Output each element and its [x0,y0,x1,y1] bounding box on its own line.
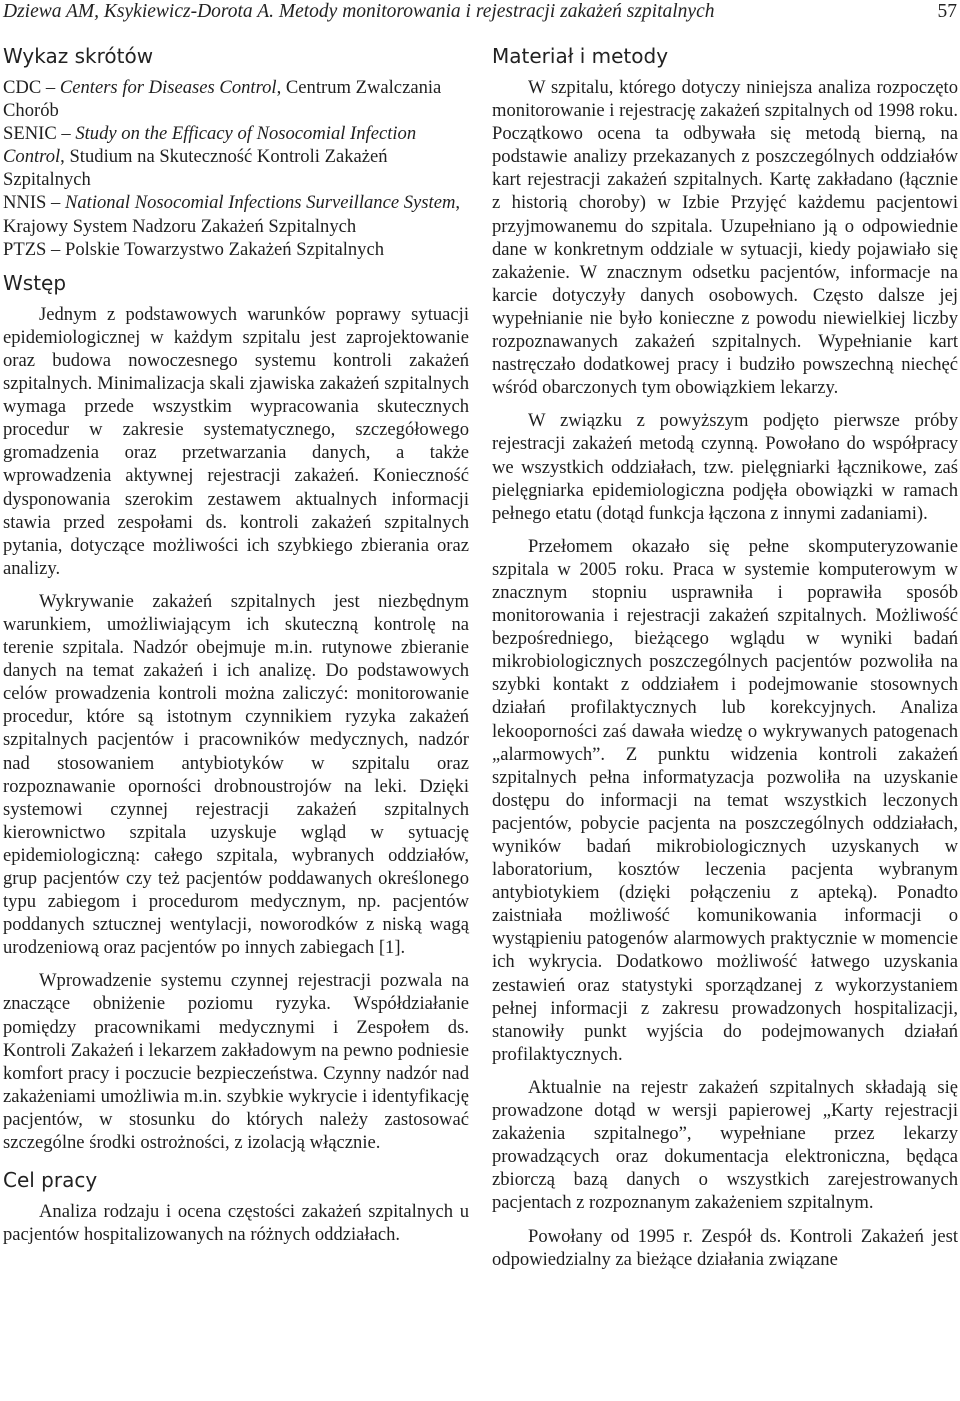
methods-paragraph: W szpitalu, którego dotyczy niniejsza analiza rozpoczęto monitorowanie i rejestrację zakażeń szpitalnych od 1998 roku. Początkowo ocena ta odbywała się metodą bierną, na podstawie analizy przekazanych z poszczególnych oddziałów kart rejestracji zakażeń szpitalnych. Kartę zakładano (łącznie z historią choroby) w Izbie Przyjęć każdemu pacjentowi przyjmowanemu do szpitala. Uzupełniano ją o odpowiednie dane w konkretnym oddziale w sytuacji, kiedy pojawiało się zakażenie. W znacznym odsetku pacjentów, informacje na karcie dotyczyły danych osobowych. Często dalsze jej wypełnianie nie było konieczne z powodu niewielkiej liczby rozpoznawanych zakażeń szpitalnych. Wypełnianie kart nastręczało dodatkowej pracy i budziło powszechną niechęć wśród obarczonych tym obowiązkiem lekarzy. [492,77,958,399]
abbreviation-code: CDC [3,77,42,98]
right-column [492,44,958,1271]
abbreviation-code: PTZS [3,238,47,260]
abbreviation-item: PTZS – Polskie Towarzystwo Zakażeń Szpitalnych [3,238,385,260]
methods-paragraph: W związku z powyższym podjęto pierwsze próby rejestracji zakażeń metodą czynną. Powołano do współpracy we wszystkich oddziałach, tzw. pielęgniarki łącznikowe, zaś pielęgniarka epidemiologiczna podjęła obowiązki w ramach pełnego etatu (dotąd funkcja łączona z innymi zadaniami). [492,410,958,524]
abbreviation-code: NNIS [3,192,47,214]
abbreviation-polish: Polskie Towarzystwo Zakażeń Szpitalnych [65,238,385,260]
abbreviations-heading: Wykaz skrótów [3,44,154,68]
abbreviation-item: CDC – Centers for Diseases Control, Centrum Zwalczania Chorób [3,77,442,122]
left-column [3,44,469,1246]
running-head [3,0,957,26]
intro-paragraph: Jednym z podstawowych warunków poprawy sytuacji epidemiologicznej w każdym szpitalu jest zaprojektowanie oraz budowa nowoczesnego systemu kontroli zakażeń szpitalnych. Minimalizacja skali zjawiska zakażeń szpitalnych wymaga przede wszystkim wypracowania skutecznych procedur w zakresie systematycznego, szczegółowego gromadzenia oraz przetwarzania danych, a także wprowadzenia aktywnej rejestracji zakażeń. Konieczność dysponowania szerokim zestawem aktualnych informacji stawia przed zespołami ds. kontroli zakażeń szpitalnych pytania, dotyczące możliwości ich szybkiego zbierania oraz analizy. [3,303,469,579]
abbreviation-item: SENIC – Study on the Efficacy of Nosocomial Infection Control, Studium na Skuteczność Kontroli Zakażeń Szpitalnych [3,123,417,191]
abbreviation-polish: , Studium na Skuteczność Kontroli Zakażeń Szpitalnych [3,146,388,191]
abbreviation-code: SENIC [3,123,57,145]
intro-paragraph: Wprowadzenie systemu czynnej rejestracji pozwala na znaczące obniżenie poziomu ryzyka. Współdziałanie pomiędzy pracownikami medycznymi i Zespołem ds. Kontroli Zakażeń i lekarzem zakładowym na pewno podniesie komfort pracy i poczucie bezpieczeństwa. Czynny nadzór nad zakażeniami umożliwia m.in. szybkie wykrycie i identyfikację pacjentów, w stosunku do których należy zastosować szczególne środki ostrożności, z izolacją włącznie. [3,970,469,1154]
abbreviation-polish: , Krajowy System Nadzoru Zakażeń Szpitalnych [3,192,461,237]
methods-paragraph: Powołany od 1995 r. Zespół ds. Kontroli Zakażeń jest odpowiedzialny za bieżące działania związane [492,1225,958,1270]
running-title: Dziewa AM, Ksykiewicz-Dorota A. Metody monitorowania i rejestracji zakażeń szpitalnych [3,1,715,22]
intro-heading: Wstęp [3,270,67,295]
methods-paragraph: Aktualnie na rejestr zakażeń szpitalnych składają się prowadzone dotąd w wersji papierowej „Karty rejestracji zakażenia szpitalnego”, wypełniane przez lekarzy prowadzących oraz dokumentacja elektroniczna, będąca zbiorczą bazą danych o wszystkich zarejestrowanych pacjentach z rozpoznanym zakażeniem szpitalnym. [492,1076,958,1214]
abbreviation-english: Study on the Efficacy of Nosocomial Infection Control [3,123,417,168]
abbreviation-list [3,76,469,261]
aim-paragraph: Analiza rodzaju i ocena częstości zakażeń szpitalnych u pacjentów hospitalizowanych na różnych oddziałach. [3,1201,469,1246]
abbreviation-polish: , Centrum Zwalczania Chorób [3,77,442,122]
methods-heading: Materiał i metody [492,44,669,68]
abbreviation-english: Centers for Diseases Control [59,77,277,98]
methods-paragraph: Przełomem okazało się pełne skomputeryzowanie szpitala w 2005 roku. Praca w systemie komputerowym w znacznym stopniu usprawniła i poprawiła sposób monitorowania i rejestracji zakażeń szpitalnych. Możliwość bezpośredniego, bieżącego wglądu w wyniki badań mikrobiologicznych poszczególnych pacjentów pozwoliła na szybki kontakt z oddziałem i podejmowanie stosownych działań profilaktycznych lub korekcyjnych. Analiza lekooporności zaś dawała wiedzę o wykrywanych patogenach „alarmowych”. Z punktu widzenia kontroli zakażeń szpitalnych pełna informatyzacja pozwoliła na uzyskanie dostępu do informacji na temat wszystkich leczonych pacjentów, pobycie pacjenta na poszczególnych oddziałach, wyników badań mikrobiologicznych uzyskanych w laboratorium, kosztów leczenia pacjenta wybranym antybiotykiem (dzięki połączeniu z apteką). Ponadto zaistniała możliwość komunikowania informacji o wystąpieniu patogenów alarmowych praktycznie w momencie ich wykrycia. Dodatkowo możliwość łatwego uzyskania zestawień oraz statystyki sporządzanej z wykorzystaniem pełnej informacji z zakresu prowadzonych hospitalizacji, stanowiły punkt wyjścia do podejmowanych działań profilaktycznych. [492,535,958,1065]
abbreviation-english: National Nosocomial Infections Surveillance System [64,192,456,214]
intro-paragraph: Wykrywanie zakażeń szpitalnych jest niezbędnym warunkiem, umożliwiającym ich skuteczną kontrolę na terenie szpitala. Nadzór obejmuje m.in. rutynowe zbieranie danych na temat zakażeń i ich analizę. Do podstawowych celów prowadzenia kontroli można zaliczyć: monitorowanie procedur, które są istotnym czynnikiem ryzyka zakażeń szpitalnych pacjentów i pracowników medycznych, nadzór nad stosowaniem antybiotyków w szpitalu oraz rozpoznawanie oporności drobnoustrojów na leki. Dzięki systemowi czynnej rejestracji zakażeń szpitalnych kierownictwo szpitala uzyskuje wgląd w sytuację epidemiologiczną: całego szpitala, wybranych oddziałów, grup pacjentów czy też pacjentów poddawanych określonego typu zabiegom i procedurom medycznym, np. pacjentów poddanych sztucznej wentylacji, noworodków z niską wagą urodzeniową oraz pacjentów po innych zabiegach [1]. [3,590,469,959]
abbreviation-item: NNIS – National Nosocomial Infections Surveillance System, Krajowy System Nadzoru Zakażeń Szpitalnych [3,192,461,237]
page-number: 57 [937,1,957,22]
aim-heading: Cel pracy [3,1168,98,1193]
